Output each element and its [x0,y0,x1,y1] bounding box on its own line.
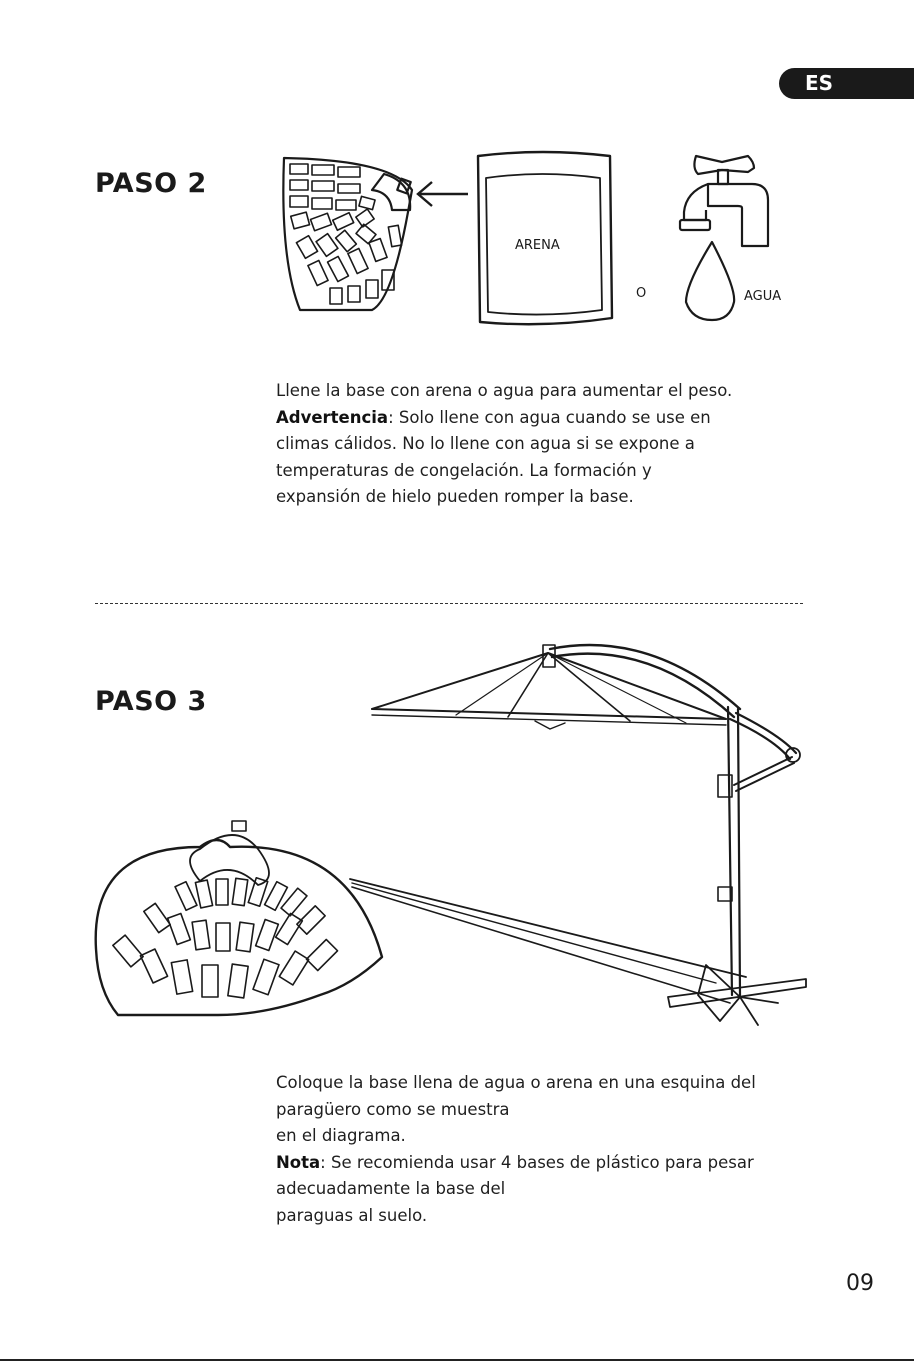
page-number: 09 [846,1271,874,1296]
step-3-line-2: paragüero como se muestra [276,1099,510,1119]
step-3-instructions [276,1070,836,1229]
step-2-title: PASO 2 [95,168,207,199]
sand-label: ARENA [515,238,560,253]
sand-bag-illustration [472,150,620,330]
faucet-water-illustration [672,148,802,328]
water-label: AGUA [744,289,782,304]
note-text-1: : Se recomienda usar 4 bases de plástico para pesar [320,1152,754,1172]
note-text-2: adecuadamente la base del [276,1179,506,1198]
step-2-base-illustration [272,150,472,320]
warning-text-1: : Solo llene con agua cuando se use en [388,407,711,427]
step-3-umbrella-illustration [90,635,820,1030]
step-3-title: PASO 3 [95,686,207,717]
step-2-instructions [276,378,816,511]
step-3-note [276,1150,836,1177]
fan-base-drawing [272,150,472,320]
language-badge: ES [779,68,914,99]
step-3-line-1: Coloque la base llena de agua o arena en una esquina del [276,1073,756,1092]
or-label: O [636,286,647,301]
step-3-line-3: en el diagrama. [276,1126,406,1145]
bottom-rule [0,1359,914,1361]
section-divider [95,603,803,604]
step-2-line-1: Llene la base con arena o agua para aumentar el peso. [276,381,733,400]
note-text-3: paraguas al suelo. [276,1205,428,1225]
step-2-warning [276,405,816,432]
note-label: Nota [276,1152,321,1172]
warning-text-2: climas cálidos. No lo llene con agua si se expone a [276,434,695,453]
warning-text-4: expansión de hielo pueden romper la base. [276,487,634,506]
warning-label: Advertencia [276,407,389,427]
warning-text-3: temperaturas de congelación. La formación y [276,460,652,480]
